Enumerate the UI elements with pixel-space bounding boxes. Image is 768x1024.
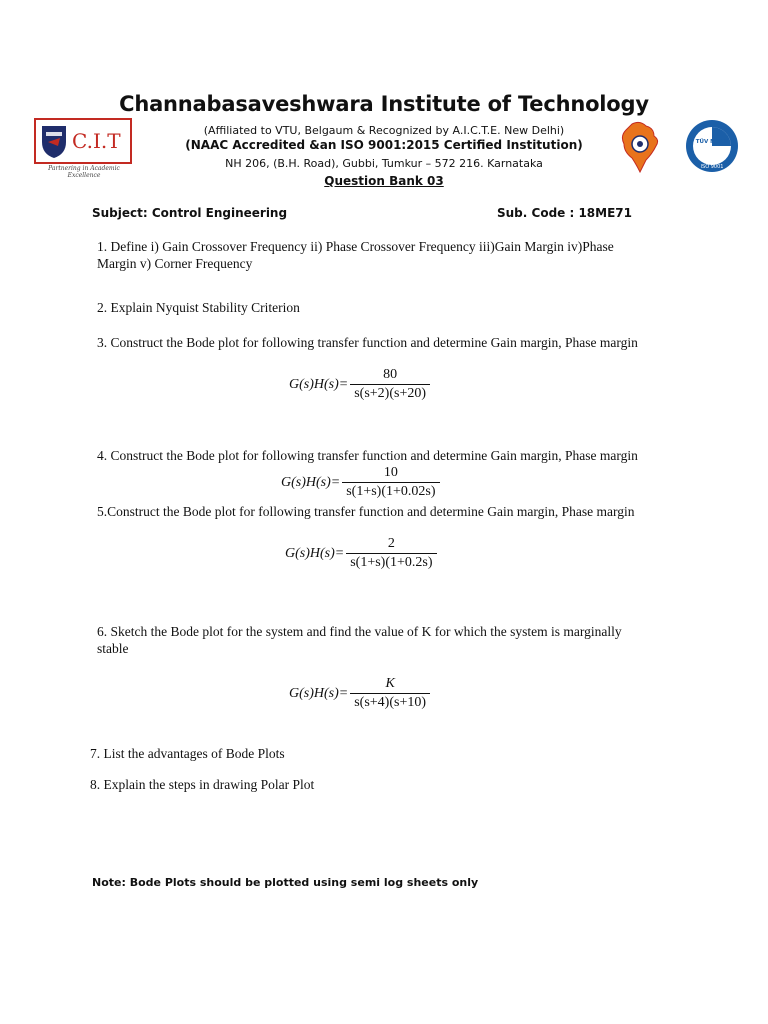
question-5: 5.Construct the Bode plot for following transfer function and determine Gain margin, Phase margin: [97, 504, 635, 519]
equation-lhs: G(s)H(s)=: [289, 685, 349, 701]
subject-label: Subject: Control Engineering: [92, 206, 288, 220]
equation-denominator: s(1+s)(1+0.2s): [346, 553, 436, 571]
equation-denominator: s(s+2)(s+20): [350, 384, 430, 402]
question-4: 4. Construct the Bode plot for following transfer function and determine Gain margin, Phase margin: [97, 448, 638, 463]
equation-numerator: 80: [383, 367, 398, 382]
affiliation-text: (Affiliated to VTU, Belgaum & Recognized by A.I.C.T.E. New Delhi): [203, 124, 565, 137]
equation-6: [289, 676, 430, 711]
cit-logo-text: C.I.T: [72, 129, 121, 153]
note-text: Note: Bode Plots should be plotted using semi log sheets only: [92, 876, 479, 889]
question-7: 7. List the advantages of Bode Plots: [90, 746, 285, 761]
equation-fraction: [350, 676, 430, 711]
iso-text: ISO 9001: [700, 164, 724, 170]
equation-fraction: [350, 367, 430, 402]
question-6: [97, 623, 622, 657]
question-text: 6. Sketch the Bode plot for the system and find the value of K for which the system is marginally: [97, 624, 622, 639]
document-title: Question Bank 03: [324, 174, 444, 188]
equation-denominator: s(s+4)(s+10): [350, 693, 430, 711]
question-3: 3. Construct the Bode plot for following transfer function and determine Gain margin, Phase margin: [97, 335, 638, 350]
equation-lhs: G(s)H(s)=: [281, 474, 341, 490]
address-text: NH 206, (B.H. Road), Gubbi, Tumkur – 572 216. Karnataka: [225, 157, 543, 170]
question-text: 1. Define i) Gain Crossover Frequency ii) Phase Crossover Frequency iii)Gain Margin iv)Phase: [97, 239, 614, 254]
equation-numerator: 2: [387, 536, 395, 551]
equation-5: [285, 536, 437, 571]
tuv-text: TÜV NORD: [695, 139, 729, 145]
equation-fraction: [342, 465, 439, 500]
question-2: 2. Explain Nyquist Stability Criterion: [97, 300, 300, 315]
question-text-cont: Margin v) Corner Frequency: [97, 256, 253, 271]
equation-4: [281, 465, 440, 500]
equation-numerator: K: [385, 676, 395, 691]
equation-fraction: [346, 536, 436, 571]
equation-3: [289, 367, 430, 402]
equation-lhs: G(s)H(s)=: [285, 545, 345, 561]
subject-code: Sub. Code : 18ME71: [497, 206, 632, 220]
accreditation-text: (NAAC Accredited &an ISO 9001:2015 Certified Institution): [185, 138, 583, 152]
equation-lhs: G(s)H(s)=: [289, 376, 349, 392]
question-text-cont: stable: [97, 641, 129, 656]
equation-numerator: 10: [383, 465, 398, 480]
cit-tagline: Partnering in Academic Excellence: [48, 165, 120, 179]
question-1: [97, 238, 614, 272]
institute-name: Channabasaveshwara Institute of Technology: [119, 92, 649, 116]
question-8: 8. Explain the steps in drawing Polar Plot: [90, 777, 315, 792]
equation-denominator: s(1+s)(1+0.02s): [342, 482, 439, 500]
